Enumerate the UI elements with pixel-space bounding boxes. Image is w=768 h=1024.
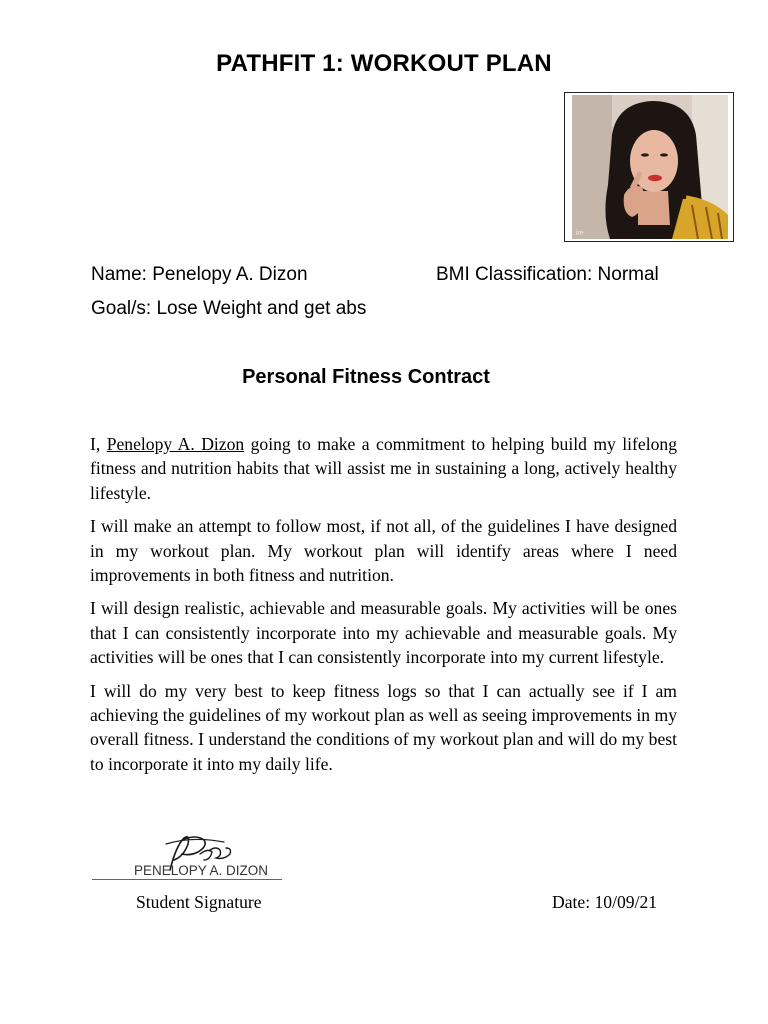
svg-text:ire: ire <box>576 230 584 237</box>
contract-paragraph-1 <box>90 432 677 505</box>
contract-p1-rest: going to make a commitment to helping build my lifelong fitness and nutrition habits that will assist me in sustaining a long, actively healthy lifestyle. <box>90 434 677 503</box>
signature-block <box>92 826 288 882</box>
contract-p1-prefix: I, <box>90 434 107 454</box>
contract-p1-name: Penelopy A. Dizon <box>106 434 245 454</box>
signature-label: Student Signature <box>136 892 262 912</box>
contract-paragraph-3: I will design realistic, achievable and measurable goals. My activities will be ones that I can consistently incorporate into my achievable and measurable goals. My activities will be ones that I can consistently incorporate into my current lifestyle. <box>90 598 677 668</box>
contract-body <box>90 432 677 785</box>
contract-paragraph-4: I will do my very best to keep fitness logs so that I can actually see if I am achieving the guidelines of my workout plan as well as seeing improvements in my overall fitness. I understand the conditions of my workout plan and will do my best to incorporate it into my daily life. <box>90 680 677 774</box>
student-goals: Goal/s: Lose Weight and get abs <box>91 298 367 319</box>
student-name: Name: Penelopy A. Dizon <box>91 264 308 285</box>
student-photo-image <box>572 95 728 239</box>
signature-line <box>92 879 282 880</box>
student-photo <box>564 92 734 242</box>
bmi-classification: BMI Classification: Normal <box>436 264 659 285</box>
date-label: Date: 10/09/21 <box>552 892 658 912</box>
contract-paragraph-2: I will make an attempt to follow most, if not all, of the guidelines I have designed in my workout plan. My workout plan will identify areas where I need improvements in both fitness and nutrition. <box>90 516 677 586</box>
signature-printed-name: PENELOPY A. DIZON <box>134 863 269 878</box>
document-title: PATHFIT 1: WORKOUT PLAN <box>216 50 552 77</box>
contract-title: Personal Fitness Contract <box>242 366 490 388</box>
